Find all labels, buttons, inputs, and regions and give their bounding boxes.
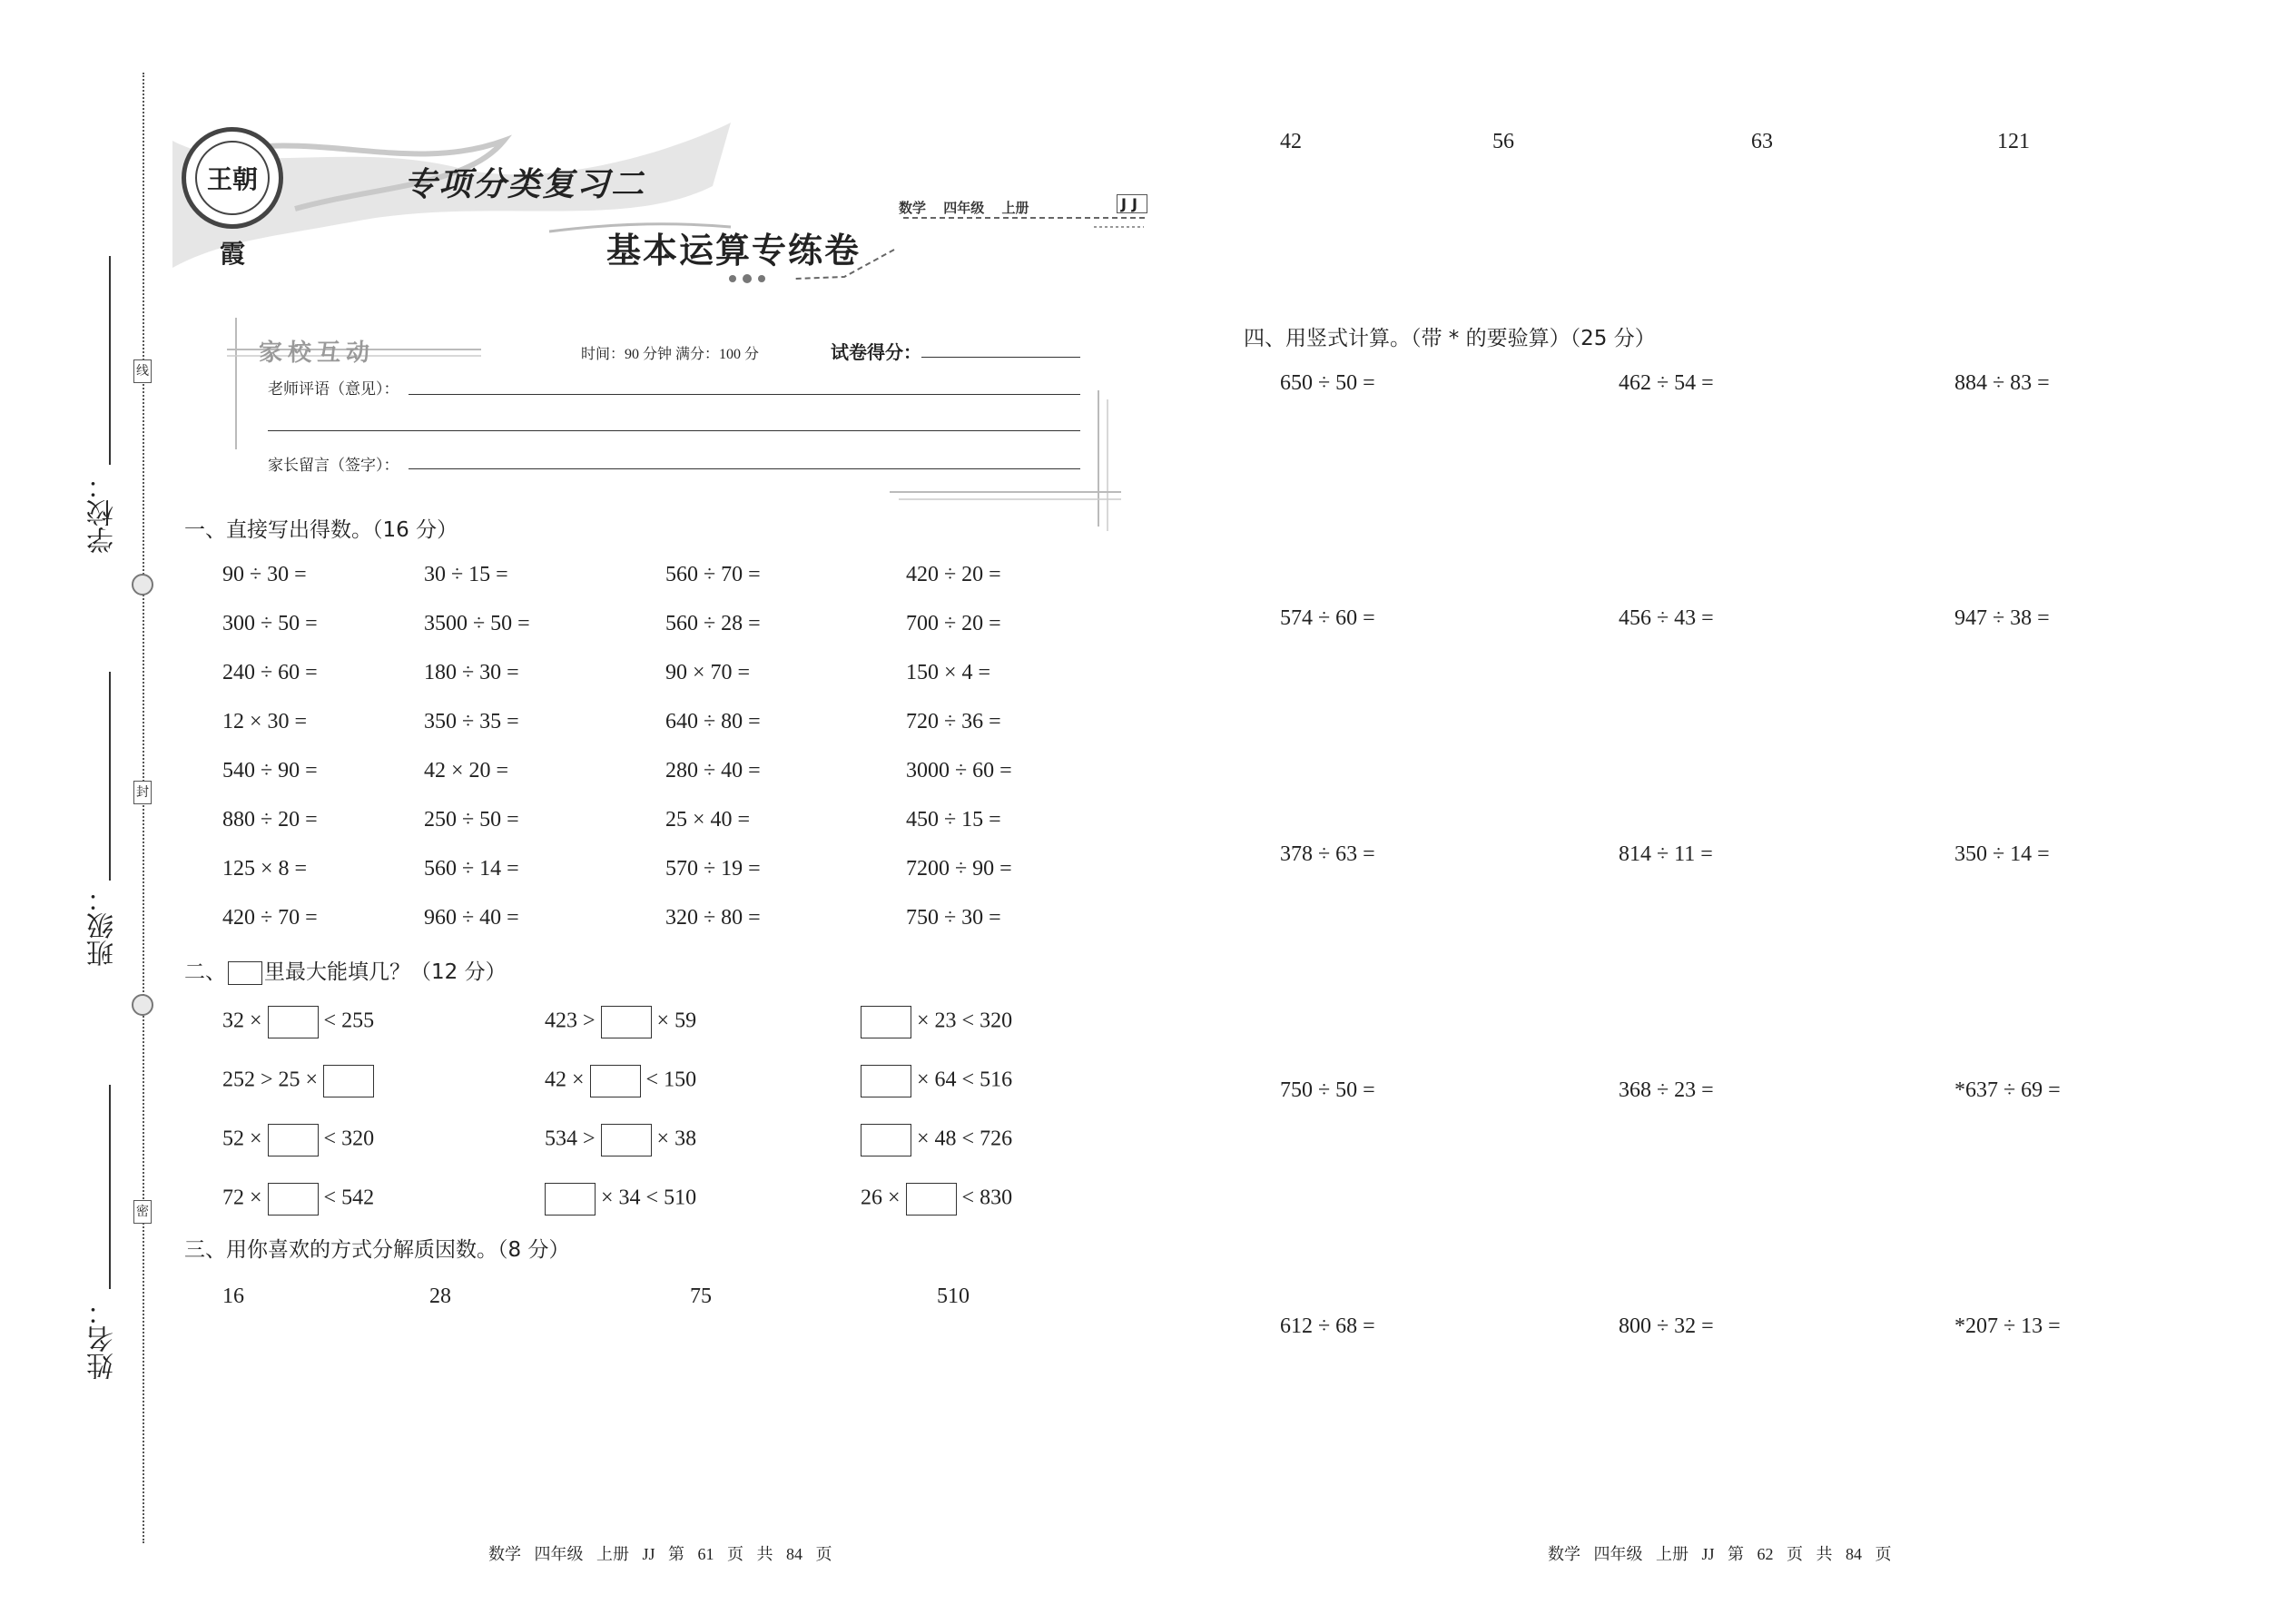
vertical-calc-item: 462 ÷ 54 = [1619, 371, 1714, 395]
logo-text: 王朝霞 [195, 141, 270, 215]
answer-box[interactable] [861, 1006, 911, 1038]
section1-title: 一、直接写出得数。（16 分） [184, 518, 458, 542]
fill-box-item [222, 1065, 379, 1097]
oral-calc-item: 450 ÷ 15 = [906, 808, 1001, 832]
oral-calc-item: 880 ÷ 20 = [222, 808, 318, 832]
factor-number: 28 [429, 1284, 451, 1308]
section3-title: 三、用你喜欢的方式分解质因数。（8 分） [184, 1238, 570, 1262]
expr-before: 72 × [222, 1186, 262, 1210]
expr-after: × 34 < 510 [601, 1186, 697, 1210]
factor-number: 121 [1997, 130, 2030, 153]
expr-after: × 23 < 320 [917, 1009, 1013, 1033]
oral-calc-item: 90 ÷ 30 = [222, 563, 307, 586]
oral-calc-item: 300 ÷ 50 = [222, 612, 318, 635]
class-label: 班级： [87, 885, 119, 967]
factor-number: 56 [1492, 130, 1514, 153]
oral-calc-item: 960 ÷ 40 = [424, 906, 519, 930]
oral-calc-item: 125 × 8 = [222, 857, 308, 881]
vertical-calc-item: 814 ÷ 11 = [1619, 842, 1713, 866]
oral-calc-item: 42 × 20 = [424, 759, 509, 782]
fill-box-item [545, 1183, 696, 1216]
expr-before: 52 × [222, 1127, 262, 1151]
expr-after: < 150 [645, 1068, 697, 1092]
fill-box-item [222, 1183, 374, 1216]
oral-calc-item: 560 ÷ 70 = [665, 563, 761, 586]
fill-box-item [861, 1183, 1012, 1216]
section2-title-suffix: 里最大能填几？（12 分） [264, 960, 507, 984]
class-write-line [109, 672, 111, 881]
page-footer-left: 数学 四年级 上册 JJ 第 61 页 共 84 页 [488, 1545, 832, 1563]
oral-calc-item: 540 ÷ 90 = [222, 759, 318, 782]
oral-calc-item: 150 × 4 = [906, 661, 991, 684]
oral-calc-item: 90 × 70 = [665, 661, 751, 684]
vertical-calc-item: 650 ÷ 50 = [1280, 371, 1375, 395]
answer-box[interactable] [601, 1006, 652, 1038]
fill-box-item [545, 1006, 696, 1038]
expr-after: < 255 [323, 1009, 375, 1033]
school-write-line [109, 256, 111, 465]
blank-box-icon [228, 961, 262, 985]
oral-calc-item: 280 ÷ 40 = [665, 759, 761, 782]
oral-calc-item: 420 ÷ 70 = [222, 906, 318, 930]
parent-comment-label: 家长留言（签字）： [268, 457, 399, 474]
fill-box-item [861, 1006, 1012, 1038]
score-label: 试卷得分： [831, 341, 921, 363]
oral-calc-item: 560 ÷ 14 = [424, 857, 519, 881]
binding-hole-icon [132, 574, 153, 595]
school-label: 学校： [87, 472, 119, 554]
factor-number: 510 [937, 1284, 970, 1308]
oral-calc-item: 3500 ÷ 50 = [424, 612, 530, 635]
vertical-calc-item: 884 ÷ 83 = [1954, 371, 2050, 395]
teacher-comment-label: 老师评语（意见）： [268, 380, 399, 398]
answer-box[interactable] [323, 1065, 374, 1097]
expr-after: < 320 [323, 1127, 375, 1151]
fill-box-item [222, 1006, 374, 1038]
oral-calc-item: 320 ÷ 80 = [665, 906, 761, 930]
vertical-calc-item: 947 ÷ 38 = [1954, 606, 2050, 630]
expr-before: 252 > 25 × [222, 1068, 319, 1092]
name-write-line [109, 1085, 111, 1289]
expr-after: × 38 [656, 1127, 697, 1151]
oral-calc-item: 250 ÷ 50 = [424, 808, 519, 832]
vertical-calc-item: 456 ÷ 43 = [1619, 606, 1714, 630]
subject-tag: 数学 四年级 上册 [899, 200, 1029, 216]
expr-before: 26 × [861, 1186, 901, 1210]
oral-calc-item: 7200 ÷ 90 = [906, 857, 1012, 881]
answer-box[interactable] [545, 1183, 596, 1216]
name-label: 姓名： [87, 1298, 119, 1380]
fill-box-item [545, 1124, 696, 1156]
expr-after: × 59 [656, 1009, 697, 1033]
oral-calc-item: 3000 ÷ 60 = [906, 759, 1012, 782]
series-title: 专项分类复习二 [404, 165, 646, 203]
vertical-calc-item: *637 ÷ 69 = [1954, 1078, 2061, 1102]
vertical-calc-item: 750 ÷ 50 = [1280, 1078, 1375, 1102]
vertical-calc-item: *207 ÷ 13 = [1954, 1314, 2061, 1338]
factor-number: 42 [1280, 130, 1302, 153]
expr-before: 32 × [222, 1009, 262, 1033]
answer-box[interactable] [590, 1065, 641, 1097]
oral-calc-item: 240 ÷ 60 = [222, 661, 318, 684]
vertical-calc-item: 368 ÷ 23 = [1619, 1078, 1714, 1102]
oral-calc-item: 350 ÷ 35 = [424, 710, 519, 733]
edition-tag: JJ [1117, 194, 1147, 213]
factor-number: 75 [690, 1284, 712, 1308]
factor-number: 16 [222, 1284, 244, 1308]
expr-before: 42 × [545, 1068, 585, 1092]
oral-calc-item: 420 ÷ 20 = [906, 563, 1001, 586]
oral-calc-item: 12 × 30 = [222, 710, 308, 733]
oral-calc-item: 560 ÷ 28 = [665, 612, 761, 635]
seal-secret-mark: 密 [133, 1200, 152, 1224]
oral-calc-item: 700 ÷ 20 = [906, 612, 1001, 635]
home-school-badge: 家校互动 [259, 340, 376, 367]
binding-hole-icon [132, 994, 153, 1016]
fill-box-item [861, 1065, 1012, 1097]
seal-line-mark: 线 [133, 359, 152, 383]
expr-after: < 542 [323, 1186, 375, 1210]
oral-calc-item: 570 ÷ 19 = [665, 857, 761, 881]
score-write-line [921, 357, 1080, 358]
vertical-calc-item: 612 ÷ 68 = [1280, 1314, 1375, 1338]
publisher-logo [182, 127, 283, 269]
page-title: 基本运算专练卷 [606, 230, 861, 271]
oral-calc-item: 720 ÷ 36 = [906, 710, 1001, 733]
vertical-calc-item: 574 ÷ 60 = [1280, 606, 1375, 630]
parent-comment-line [409, 468, 1080, 469]
answer-box[interactable] [906, 1183, 957, 1216]
seal-seal-mark: 封 [133, 781, 152, 804]
answer-box[interactable] [268, 1183, 319, 1216]
teacher-comment-line-2 [268, 430, 1080, 431]
oral-calc-item: 750 ÷ 30 = [906, 906, 1001, 930]
fill-box-item [222, 1124, 374, 1156]
binding-dotted-line [143, 73, 144, 1543]
section4-title: 四、用竖式计算。（带 * 的要验算）（25 分） [1244, 327, 1656, 350]
expr-before: 423 > [545, 1009, 596, 1033]
section2-title [184, 955, 507, 985]
oral-calc-item: 640 ÷ 80 = [665, 710, 761, 733]
answer-box[interactable] [601, 1124, 652, 1156]
oral-calc-item: 30 ÷ 15 = [424, 563, 508, 586]
answer-box[interactable] [861, 1124, 911, 1156]
vertical-calc-item: 800 ÷ 32 = [1619, 1314, 1714, 1338]
factor-number: 63 [1751, 130, 1773, 153]
time-and-full-score: 时间：90 分钟 满分：100 分 [581, 347, 760, 362]
oral-calc-item: 180 ÷ 30 = [424, 661, 519, 684]
teacher-comment-line [409, 394, 1080, 395]
vertical-calc-item: 350 ÷ 14 = [1954, 842, 2050, 866]
expr-after: < 830 [961, 1186, 1013, 1210]
answer-box[interactable] [268, 1124, 319, 1156]
fill-box-item [545, 1065, 696, 1097]
answer-box[interactable] [268, 1006, 319, 1038]
expr-before: 534 > [545, 1127, 596, 1151]
expr-after: × 64 < 516 [917, 1068, 1013, 1092]
section2-title-prefix: 二、 [184, 960, 226, 984]
fill-box-item [861, 1124, 1012, 1156]
expr-after: × 48 < 726 [917, 1127, 1013, 1151]
answer-box[interactable] [861, 1065, 911, 1097]
oral-calc-item: 25 × 40 = [665, 808, 751, 832]
vertical-calc-item: 378 ÷ 63 = [1280, 842, 1375, 866]
page-footer-right: 数学 四年级 上册 JJ 第 62 页 共 84 页 [1548, 1545, 1892, 1563]
